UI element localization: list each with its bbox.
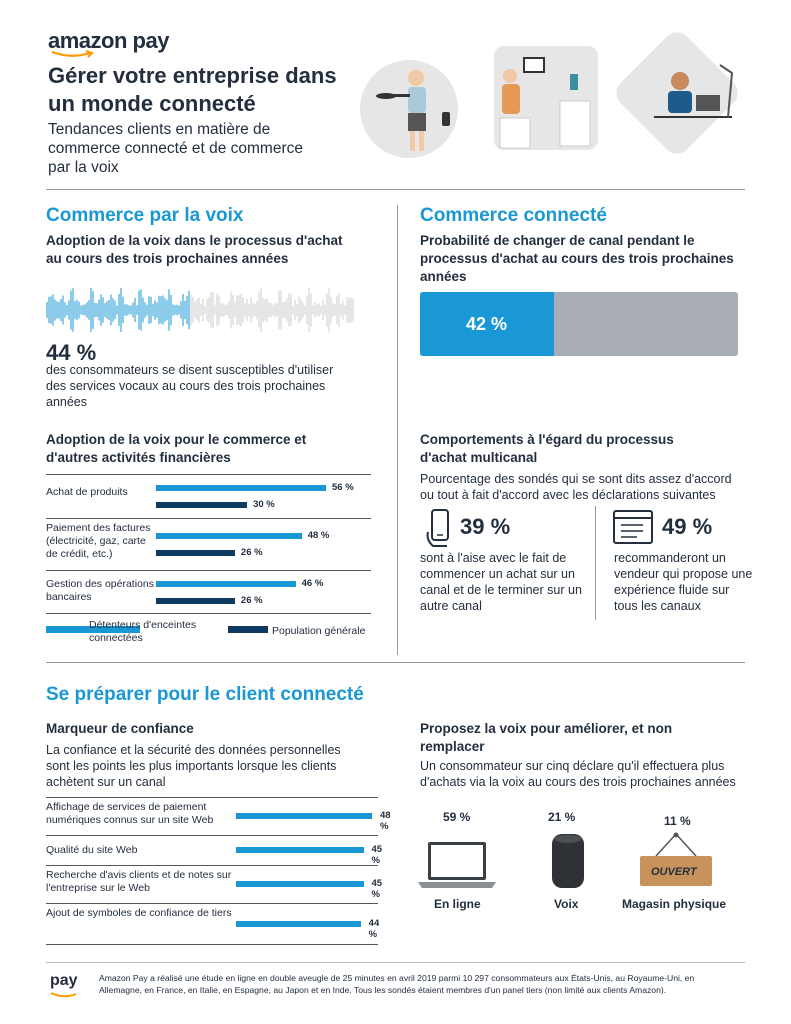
trust-description: La confiance et la sécurité des données personnelles sont les points les plus importants lorsque les clients achètent sur un canal bbox=[46, 743, 341, 789]
trust-category-label: Qualité du site Web bbox=[46, 844, 138, 856]
stat-49-value: 49 % bbox=[662, 514, 713, 539]
voice-section-title: Commerce par la voix bbox=[46, 205, 244, 226]
trust-bar-label: 45 % bbox=[371, 878, 383, 900]
smile-arrow-icon bbox=[50, 50, 100, 58]
trust-category-label: Affichage de services de paiement numériques connus sur un site Web bbox=[46, 801, 214, 826]
voice-activities-chart bbox=[46, 474, 371, 616]
chart-category-label: Paiement des factures (électricité, gaz, carte de crédit, etc.) bbox=[46, 522, 151, 560]
multichannel-title: Comportements à l'égard du processus d'achat multicanal bbox=[420, 432, 674, 465]
trust-bar bbox=[236, 881, 364, 887]
chart-row-divider bbox=[46, 944, 378, 945]
chart-row-divider bbox=[46, 835, 378, 836]
voice-chart-title: Adoption de la voix pour le commerce et d'autres activités financières bbox=[46, 432, 307, 465]
channel-switch-bar bbox=[420, 292, 738, 356]
smart-speaker-icon bbox=[548, 832, 588, 890]
chart-row-divider bbox=[46, 797, 378, 798]
bar-speaker-owners bbox=[156, 581, 296, 587]
chart-category-label: Gestion des opérations bancaires bbox=[46, 578, 154, 603]
channel-switch-value: 42 % bbox=[466, 314, 508, 334]
laptop-icon bbox=[418, 840, 498, 890]
trust-bar bbox=[236, 813, 372, 819]
bar-label-speaker-owners: 48 % bbox=[307, 530, 330, 541]
channel-online-label: En ligne bbox=[434, 897, 481, 911]
voice-enhance-title: Proposez la voix pour améliorer, et non remplacer bbox=[420, 721, 673, 754]
amazon-pay-logo: amazon pay bbox=[48, 28, 169, 53]
stat-39-value: 39 % bbox=[460, 514, 511, 539]
cooking-illustration bbox=[360, 60, 458, 158]
trust-category-label: Recherche d'avis clients et de notes sur l'entreprise sur le Web bbox=[46, 869, 232, 894]
chart-row-divider bbox=[46, 865, 378, 866]
bar-speaker-owners bbox=[156, 485, 326, 491]
voice-adoption-title: Adoption de la voix dans le processus d'achat au cours des trois prochaines années bbox=[46, 233, 343, 266]
shop-sign-icon bbox=[636, 832, 716, 894]
channel-voice-value: 21 % bbox=[548, 810, 576, 824]
phone-hand-icon bbox=[425, 508, 457, 548]
footer-pay-logo: pay bbox=[50, 972, 78, 989]
channel-store-value: 11 % bbox=[664, 814, 691, 828]
legend-label-speaker-owners: Détenteurs d'enceintes connectées bbox=[89, 619, 197, 644]
legend-label-general-population: Population générale bbox=[272, 625, 366, 637]
trust-bar bbox=[236, 921, 361, 927]
channel-voice-label: Voix bbox=[554, 897, 579, 911]
voice-enhance-description: Un consommateur sur cinq déclare qu'il effectuera plus d'achats via la voix au cours des trois prochaines années bbox=[420, 759, 736, 789]
footer-note: Amazon Pay a réalisé une étude en ligne en double aveugle de 25 minutes en avril 2019 parmi 10 297 consommateurs aux États-Unis, au Royaume-Uni, en Allemagne, en France, en Italie, en Espagne, au Japon et en Inde. Tous les sondés étaient membres d'un panel tiers (non limité aux clients Amazon). bbox=[99, 973, 695, 995]
prepare-section-title: Se préparer pour le client connecté bbox=[46, 684, 364, 705]
bar-general-population bbox=[156, 550, 235, 556]
bar-speaker-owners bbox=[156, 533, 302, 539]
column-divider bbox=[397, 205, 398, 655]
page-title: Gérer votre entreprise dans un monde connecté bbox=[48, 63, 337, 116]
footer-divider bbox=[46, 962, 745, 963]
page-subtitle: Tendances clients en matière de commerce connecté et de commerce par la voix bbox=[48, 121, 303, 176]
multichannel-description: Pourcentage des sondés qui se sont dits assez d'accord ou tout à fait d'accord avec les déclarations suivantes bbox=[420, 472, 732, 502]
header-divider bbox=[46, 189, 745, 190]
worker-figure-icon bbox=[640, 55, 744, 155]
chart-row-divider bbox=[46, 570, 371, 571]
bar-label-general-population: 26 % bbox=[240, 547, 263, 558]
trust-category-label: Ajout de symboles de confiance de tiers bbox=[46, 907, 232, 919]
chart-category-label: Achat de produits bbox=[46, 486, 128, 498]
browser-window-icon bbox=[613, 510, 653, 544]
bar-general-population bbox=[156, 598, 235, 604]
trust-title: Marqueur de confiance bbox=[46, 721, 194, 736]
chart-row-divider bbox=[46, 613, 371, 614]
trust-bar-label: 48 % bbox=[380, 810, 391, 832]
section-divider bbox=[46, 662, 745, 663]
footer-smile-icon bbox=[50, 991, 80, 999]
trust-bar-label: 45 % bbox=[371, 844, 383, 866]
trust-chart bbox=[46, 797, 391, 945]
channel-switch-title: Probabilité de changer de canal pendant le processus d'achat au cours des trois prochaines années bbox=[420, 233, 734, 284]
stat-39-text: sont à l'aise avec le fait de commencer un achat sur un canal et de le terminer sur un autre canal bbox=[420, 551, 582, 613]
chart-row-divider bbox=[46, 903, 378, 904]
stat-divider bbox=[595, 506, 596, 620]
voice-stat-text: des consommateurs se disent susceptibles d'utiliser des services vocaux au cours des trois prochaines années bbox=[46, 363, 334, 409]
bar-label-general-population: 30 % bbox=[253, 499, 275, 510]
chart-row-divider bbox=[46, 518, 371, 519]
bar-general-population bbox=[156, 502, 247, 508]
bar-label-speaker-owners: 56 % bbox=[332, 482, 354, 493]
trust-bar bbox=[236, 847, 364, 853]
bar-label-speaker-owners: 46 % bbox=[301, 577, 324, 589]
voice-stat-value: 44 % bbox=[46, 340, 97, 365]
stat-49-text: recommanderont un vendeur qui propose une expérience fluide sur tous les canaux bbox=[614, 551, 753, 613]
chart-row-divider bbox=[46, 474, 371, 475]
family-illustration bbox=[494, 46, 598, 150]
connected-section-title: Commerce connecté bbox=[420, 205, 607, 226]
trust-bar-label: 44 % bbox=[368, 917, 380, 940]
sound-wave-graphic bbox=[46, 288, 356, 332]
channel-store-label: Magasin physique bbox=[622, 897, 727, 911]
shop-sign-text: OUVERT bbox=[651, 866, 697, 878]
bar-label-general-population: 26 % bbox=[240, 594, 263, 606]
legend-swatch-general-population bbox=[228, 626, 268, 633]
channel-online-value: 59 % bbox=[443, 810, 471, 824]
